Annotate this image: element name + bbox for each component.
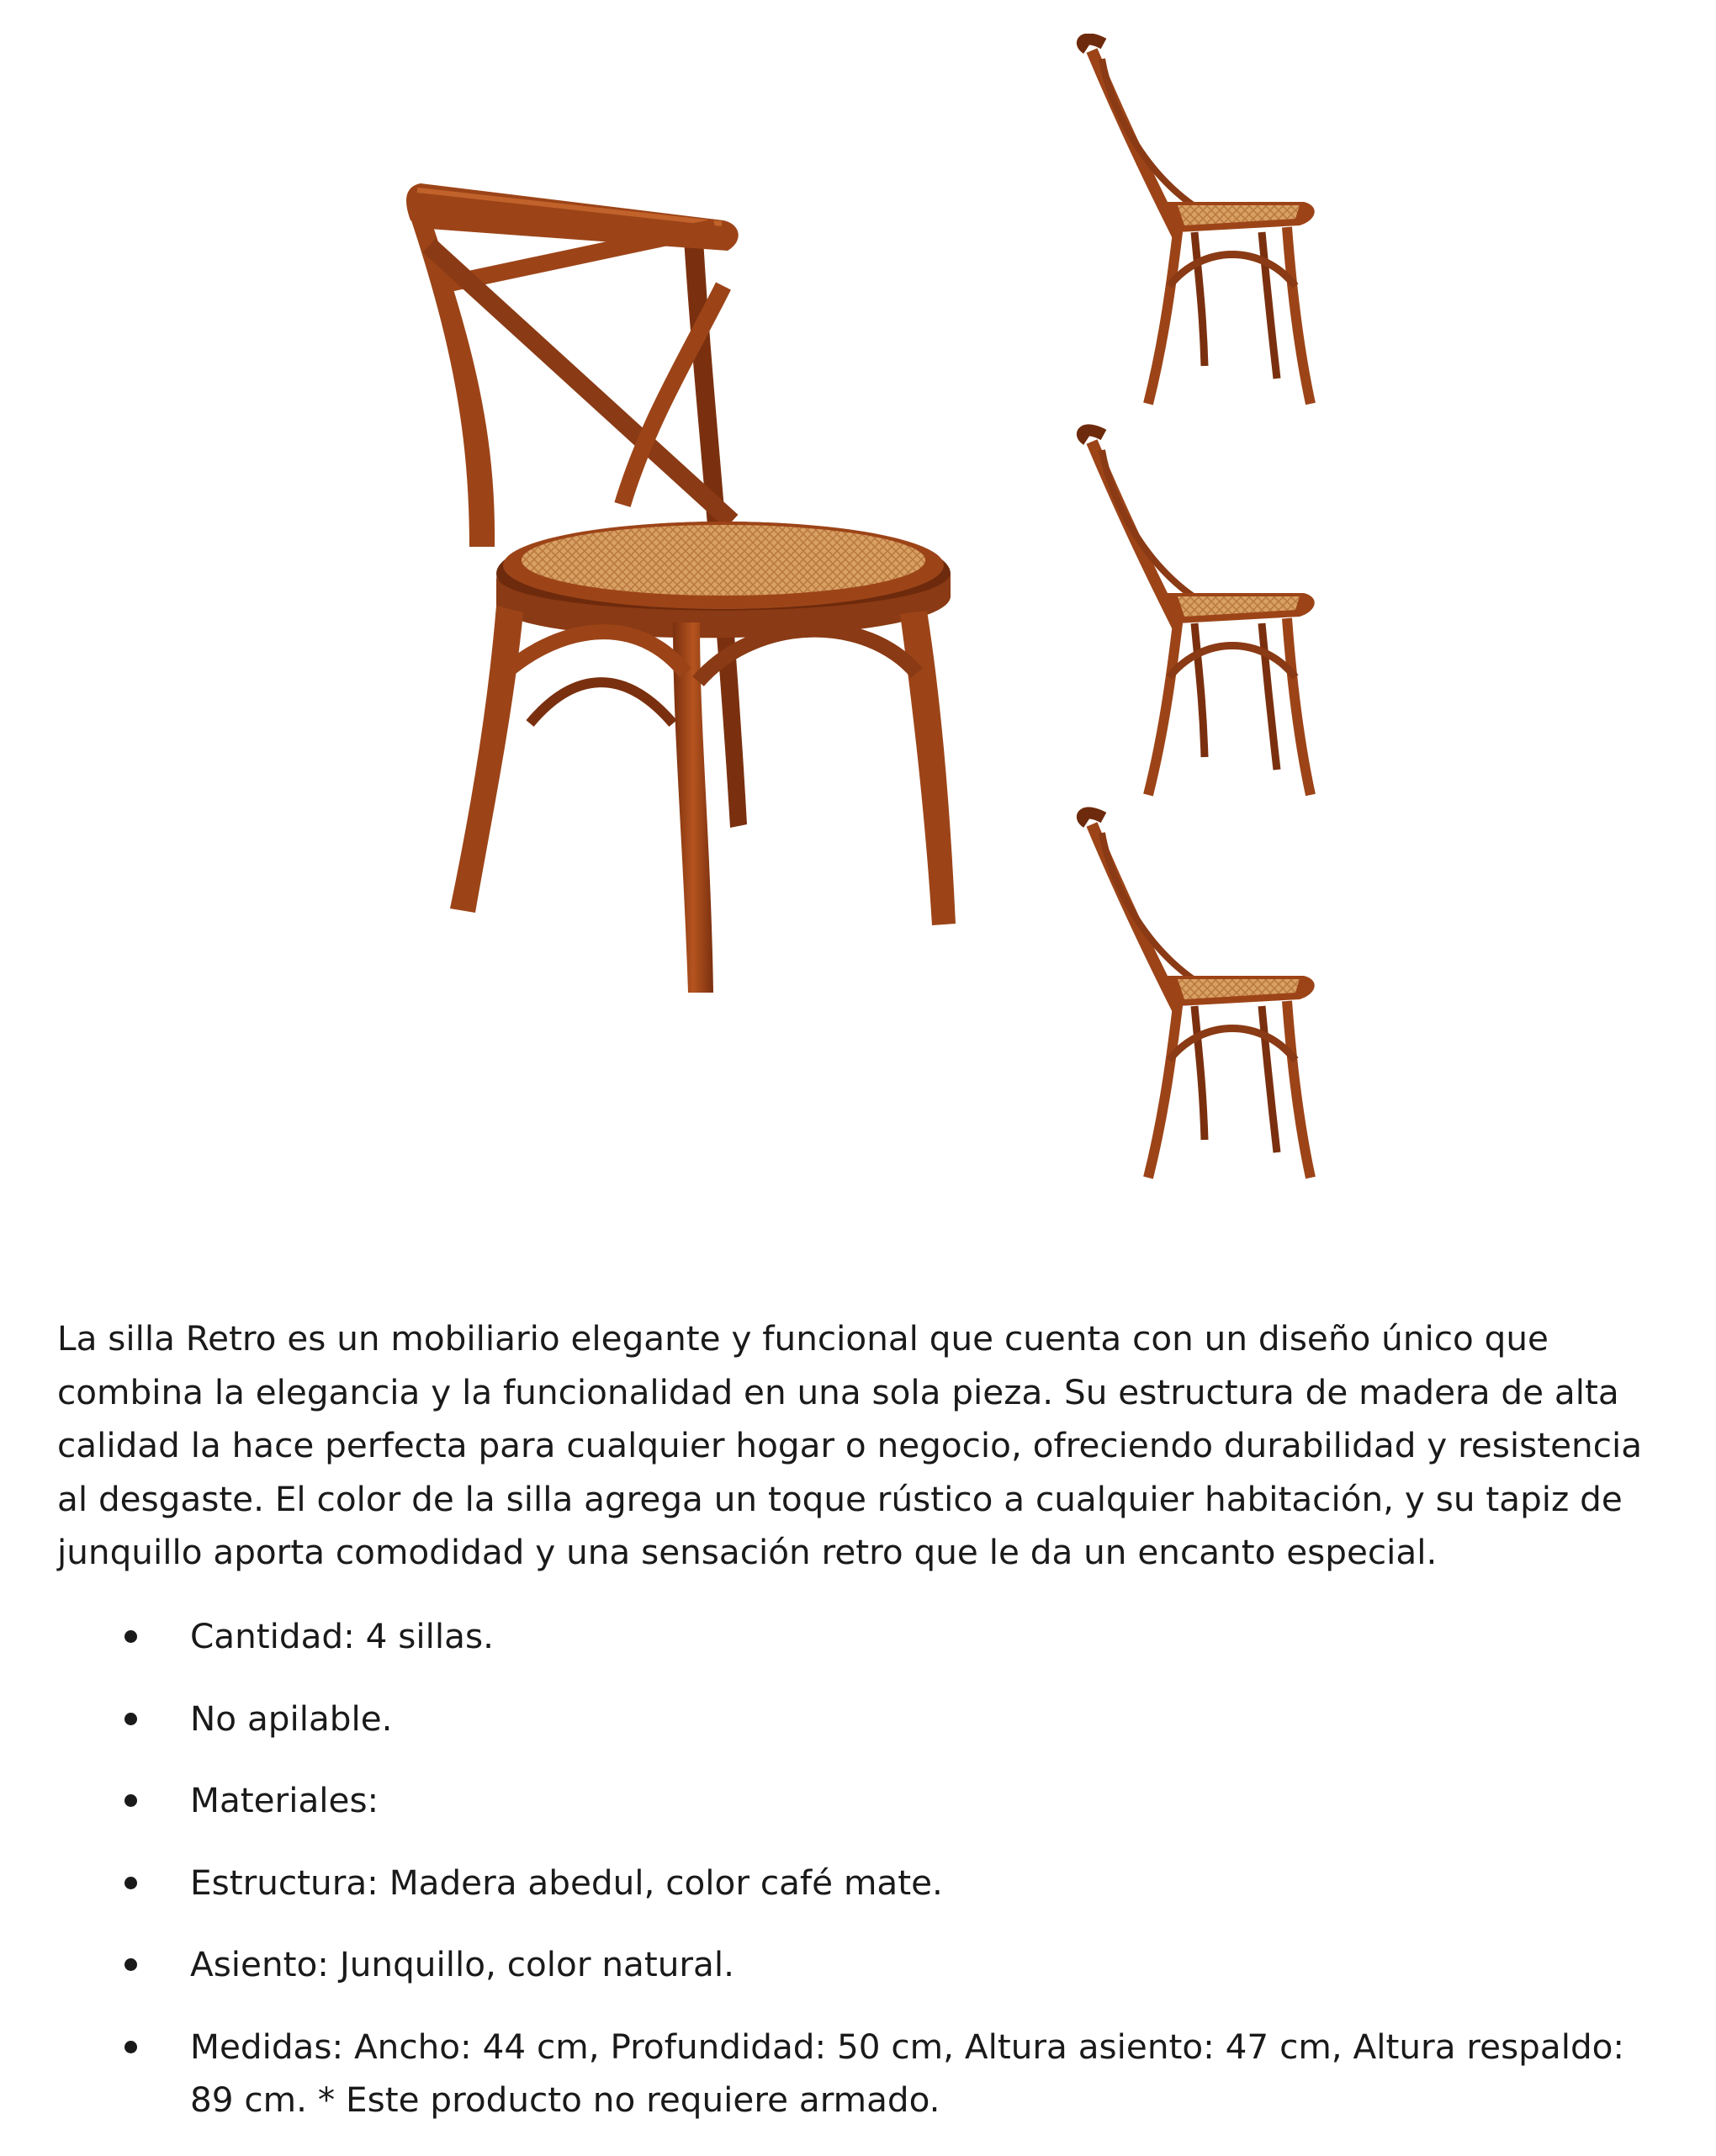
spec-item-apilable [57,1692,1672,1746]
bullet-icon [124,1630,137,1643]
spec-text: Asiento: Junquillo, color natural. [190,1944,734,1984]
spec-item-materiales [57,1774,1672,1828]
bullet-icon [124,2041,137,2053]
side-chair-illustration-1 [1083,39,1315,404]
main-chair-illustration [406,183,956,993]
bullet-icon [124,1713,137,1725]
spec-item-asiento [57,1938,1672,1992]
product-image [370,34,1346,1211]
bullet-icon [124,1958,137,1971]
spec-text: Estructura: Madera abedul, color café mate. [190,1862,943,1903]
bullet-icon [124,1794,137,1807]
spec-text: No apilable. [190,1698,393,1739]
spec-list [57,1610,1672,2156]
bullet-icon [124,1877,137,1889]
spec-text: Materiales: [190,1780,379,1820]
spec-item-medidas [57,2021,1672,2127]
spec-item-estructura [57,1857,1672,1910]
spec-item-cantidad [57,1610,1672,1664]
product-description: La silla Retro es un mobiliario elegante y funcional que cuenta con un diseño único que combina la elegancia y la funcionalidad en una sola pieza. Su estructura de madera de alta calidad la hace perfecta para cualquier hogar o negocio, ofreciendo durabilidad y resistencia al desgaste. El color de la silla agrega un toque rústico a cualquier habitación, y su tapiz de junquillo aporta comodidad y una sensación retro que le da un encanto especial. [57,1318,1643,1572]
side-chair-illustration-2 [1083,430,1315,795]
side-chair-illustration-3 [1083,813,1315,1178]
spec-text: Medidas: Ancho: 44 cm, Profundidad: 50 cm, Altura asiento: 47 cm, Altura respaldo: 89 cm. * Este producto no requiere armado. [190,2026,1625,2120]
spec-text: Cantidad: 4 sillas. [190,1616,494,1656]
